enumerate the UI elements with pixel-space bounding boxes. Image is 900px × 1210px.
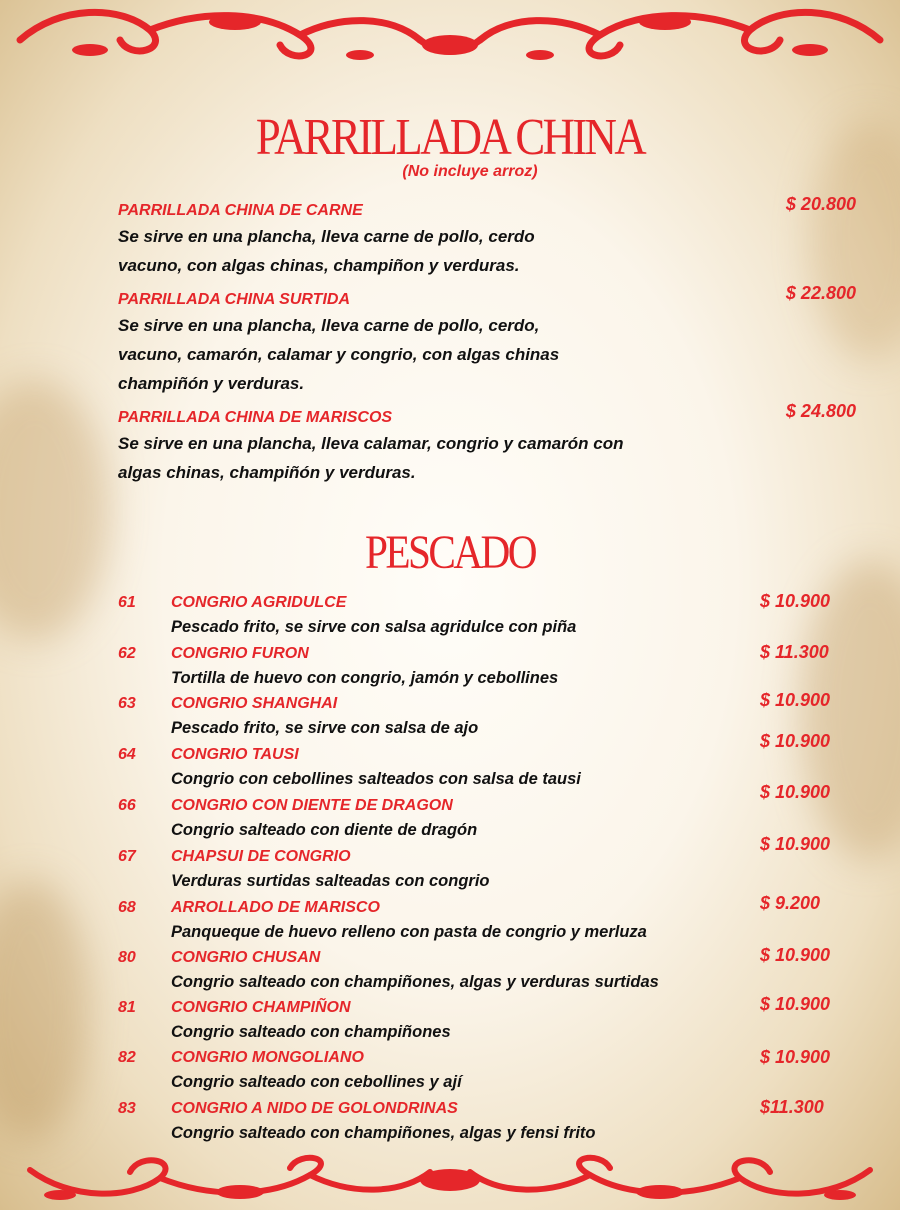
item-name: CHAPSUI DE CONGRIO (171, 848, 351, 865)
item-price: $ 10.900 (760, 731, 831, 751)
item-description: Panqueque de huevo relleno con pasta de congrio y merluza (171, 923, 647, 941)
item-description: Congrio salteado con cebollines y ají (171, 1073, 462, 1091)
parchment-stain (0, 880, 90, 1140)
desc-line: Se sirve en una plancha, lleva carne de pollo, cerdo (118, 227, 535, 246)
item-description: Congrio salteado con champiñones, algas y verduras surtidas (171, 973, 659, 991)
item-name: CONGRIO TAUSI (171, 746, 299, 763)
menu-item (118, 945, 878, 999)
item-name: ARROLLADO DE MARISCO (171, 899, 380, 916)
item-name: CONGRIO SHANGHAI (171, 695, 338, 712)
menu-item (118, 994, 878, 1049)
item-price: $11.300 (760, 1097, 824, 1117)
item-price: $ 10.900 (760, 782, 831, 802)
menu-item (118, 591, 878, 644)
item-number: 64 (118, 746, 136, 763)
item-name: CONGRIO CHAMPIÑON (171, 999, 351, 1016)
item-number: 67 (118, 848, 136, 865)
item-name: CONGRIO A NIDO DE GOLONDRINAS (171, 1100, 458, 1117)
menu-item (118, 642, 878, 695)
menu-item (118, 194, 860, 280)
item-number: 66 (118, 797, 136, 814)
menu-item (118, 283, 860, 398)
item-price: $ 10.900 (760, 994, 831, 1014)
item-description: Pescado frito, se sirve con salsa de ajo (171, 719, 479, 737)
desc-line: vacuno, camarón, calamar y congrio, con algas chinas (118, 345, 560, 364)
item-description: Congrio salteado con champiñones (171, 1023, 451, 1041)
item-name: PARRILLADA CHINA DE MARISCOS (118, 409, 393, 426)
desc-line: algas chinas, champiñón y verduras. (118, 463, 416, 482)
menu-item (118, 401, 860, 487)
item-price: $ 10.900 (760, 591, 831, 611)
parchment-stain (0, 380, 110, 640)
menu-item (118, 893, 878, 949)
item-name: CONGRIO CON DIENTE DE DRAGON (171, 797, 453, 814)
menu-item (118, 1049, 878, 1099)
item-price: $ 10.900 (760, 945, 831, 965)
menu-item (118, 834, 878, 898)
item-price: $ 10.900 (760, 1047, 831, 1067)
red-scroll-ornament-top-icon (0, 0, 900, 90)
item-name: PARRILLADA CHINA SURTIDA (118, 291, 350, 308)
desc-line: vacuno, con algas chinas, champiñon y verduras. (118, 256, 520, 275)
item-name: PARRILLADA CHINA DE CARNE (118, 202, 363, 219)
item-description (118, 222, 718, 280)
desc-line: Se sirve en una plancha, lleva carne de pollo, cerdo, (118, 316, 540, 335)
item-price: $ 10.900 (760, 690, 831, 710)
section-note: (No incluye arroz) (402, 163, 538, 180)
item-number: 80 (118, 949, 136, 966)
item-name: CONGRIO FURON (171, 645, 309, 662)
item-price: $ 22.800 (785, 283, 856, 303)
item-description: Congrio salteado con diente de dragón (171, 821, 478, 839)
item-number: 83 (118, 1100, 136, 1117)
item-number: 63 (118, 695, 136, 712)
desc-line: champiñón y verduras. (118, 374, 305, 393)
desc-line: Se sirve en una plancha, lleva calamar, congrio y camarón con (118, 434, 624, 453)
item-description: Tortilla de huevo con congrio, jamón y cebollines (171, 669, 559, 687)
item-price: $ 20.800 (785, 194, 856, 214)
item-description: Congrio salteado con champiñones, algas y fensi frito (171, 1124, 596, 1142)
item-number: 82 (118, 1049, 136, 1066)
section-title-pescado: PESCADO (364, 526, 536, 579)
item-description (118, 311, 718, 398)
item-description: Verduras surtidas salteadas con congrio (171, 872, 490, 890)
section-title-parrillada: PARRILLADA CHINA (255, 109, 645, 166)
red-scroll-ornament-bottom-icon (0, 1140, 900, 1210)
item-number: 62 (118, 645, 136, 662)
item-price: $ 10.900 (760, 834, 831, 854)
menu-item (118, 1097, 878, 1150)
item-description: Pescado frito, se sirve con salsa agridulce con piña (171, 618, 577, 636)
item-name: CONGRIO MONGOLIANO (171, 1049, 364, 1066)
item-number: 68 (118, 899, 136, 916)
item-price: $ 24.800 (785, 401, 856, 421)
item-price: $ 9.200 (760, 893, 821, 913)
item-name: CONGRIO CHUSAN (171, 949, 321, 966)
item-name: CONGRIO AGRIDULCE (171, 594, 347, 611)
item-description: Congrio con cebollines salteados con salsa de tausi (171, 770, 581, 788)
item-number: 81 (118, 999, 136, 1016)
item-price: $ 11.300 (760, 642, 829, 662)
item-number: 61 (118, 594, 136, 611)
item-description (118, 429, 718, 487)
